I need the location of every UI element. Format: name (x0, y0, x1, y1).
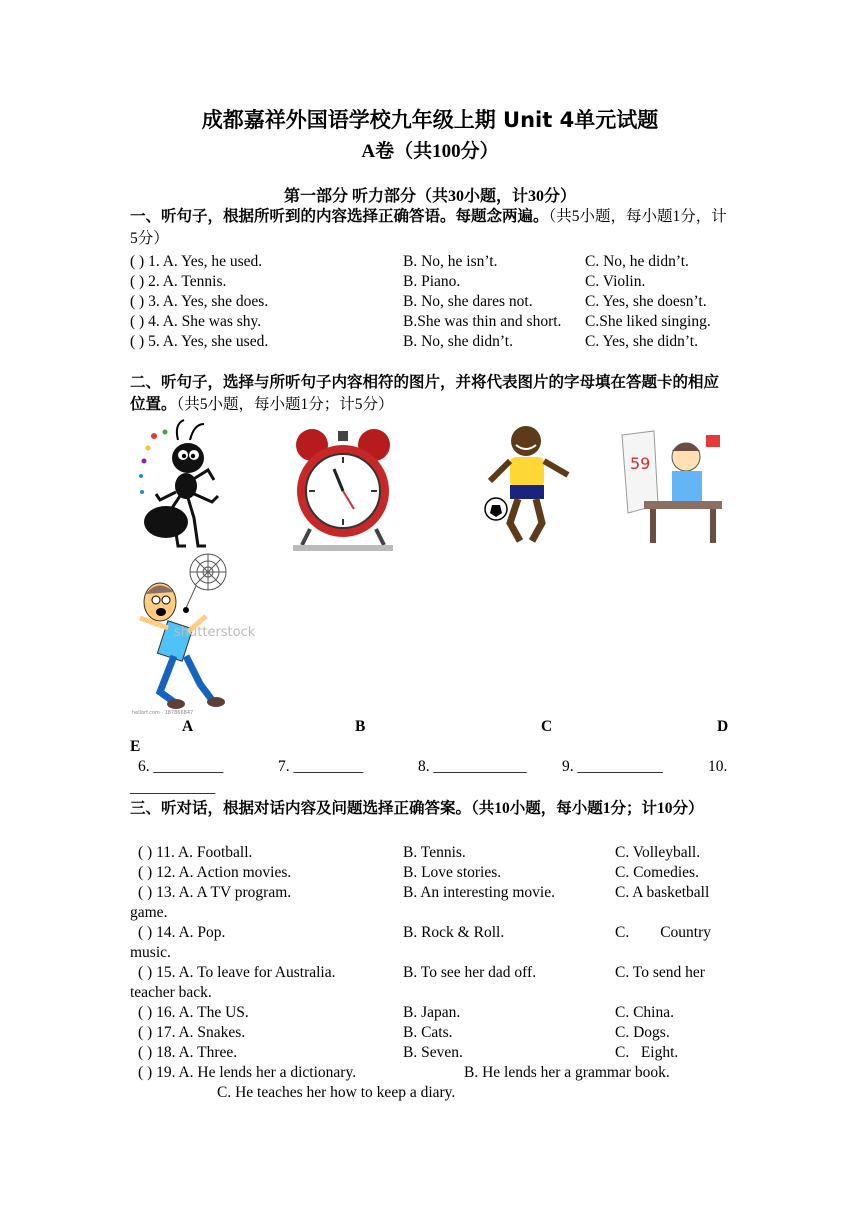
question-stem: ( ) 4. A. She was shy. (130, 313, 262, 330)
option-c: C. Country (615, 924, 712, 941)
question-stem: ( ) 14. A. Pop. (138, 924, 226, 941)
section1-note: （共5小题，每小题1分，计5分） (130, 208, 727, 247)
option-b: B. Japan. (403, 1004, 461, 1021)
alarm-clock-picture (290, 425, 396, 553)
question-row (130, 292, 730, 312)
option-b: B. An interesting movie. (403, 884, 555, 901)
scared-man-spider-picture (130, 552, 256, 717)
option-c-continued: music. (130, 944, 171, 961)
question-row (130, 312, 730, 332)
exam-subtitle: A卷（共100分） (361, 141, 499, 162)
letter-a: A (182, 718, 194, 735)
question-row (130, 843, 730, 863)
section2-instruction (130, 372, 730, 416)
soccer-player-picture (480, 423, 575, 548)
answer-blanks (130, 758, 730, 778)
option-c: C. Yes, she doesn’t. (585, 293, 707, 310)
blank-8: 8. ____________ (418, 758, 527, 775)
option-c-continued: teacher back. (130, 984, 212, 1001)
option-b: B. He lends her a grammar book. (464, 1064, 670, 1081)
option-c: C. Violin. (585, 273, 646, 290)
section3-instruction (130, 798, 730, 820)
option-b: B. No, he isn’t. (403, 253, 498, 270)
question-stem: ( ) 19. A. He lends her a dictionary. (138, 1064, 357, 1081)
section2-heading: 二、听句子，选择与所听句子内容相符的图片，并将代表图片的字母填在答题卡的相应位置。 (130, 374, 720, 413)
question-row (130, 252, 730, 272)
option-c: C. Dogs. (615, 1024, 670, 1041)
option-b: B. To see her dad off. (403, 964, 537, 981)
blank-6: 6. _________ (138, 758, 224, 775)
option-c: C. China. (615, 1004, 674, 1021)
blank-10: 10. (708, 758, 728, 775)
question-stem: ( ) 1. A. Yes, he used. (130, 253, 263, 270)
option-b: B. Piano. (403, 273, 461, 290)
question-row (130, 1003, 730, 1023)
letter-b: B (355, 718, 366, 735)
option-b: B. Cats. (403, 1024, 453, 1041)
exam-title: 成都嘉祥外国语学校九年级上期 Unit 4单元试题 (201, 108, 659, 132)
image-credit: hellorf.com · 187866847 (132, 710, 194, 716)
letter-e: E (130, 738, 141, 755)
section1-heading: 一、听句子，根据所听到的内容选择正确答语。每题念两遍。 (130, 208, 549, 225)
option-c: C. No, he didn’t. (585, 253, 689, 270)
option-b: B. Seven. (403, 1044, 463, 1061)
option-b: B. No, she dares not. (403, 293, 533, 310)
option-c: C. Comedies. (615, 864, 699, 881)
question-stem: ( ) 3. A. Yes, she does. (130, 293, 269, 310)
question-row (130, 963, 730, 983)
option-b: B. Love stories. (403, 864, 502, 881)
section1-instruction (130, 206, 730, 250)
exam-score-mark: 59 (630, 454, 651, 473)
blank-10-line: ___________ (130, 779, 216, 796)
option-c: C. A basketball (615, 884, 710, 901)
question-stem: ( ) 5. A. Yes, she used. (130, 333, 269, 350)
picture-letters (130, 718, 730, 738)
option-b: B. Rock & Roll. (403, 924, 505, 941)
option-c-line: C. He teaches her how to keep a diary. (217, 1084, 456, 1101)
option-b: B. Tennis. (403, 844, 466, 861)
question-stem: ( ) 12. A. Action movies. (138, 864, 292, 881)
option-c: C. Eight. (615, 1044, 679, 1061)
question-row (130, 272, 730, 292)
question-row (130, 883, 730, 903)
option-c: C.She liked singing. (585, 313, 711, 330)
question-stem: ( ) 15. A. To leave for Australia. (138, 964, 336, 981)
question-row (130, 332, 730, 352)
letter-c: C (541, 718, 553, 735)
part-one-title: 第一部分 听力部分（共30小题，计30分） (283, 188, 576, 205)
student-exam-picture (614, 425, 730, 551)
question-stem: ( ) 18. A. Three. (138, 1044, 238, 1061)
question-row (130, 923, 730, 943)
letter-d: D (717, 718, 729, 735)
option-c: C. To send her (615, 964, 705, 981)
question-row (130, 1023, 730, 1043)
blank-7: 7. _________ (278, 758, 364, 775)
blank-9: 9. ___________ (562, 758, 663, 775)
option-c: C. Yes, she didn’t. (585, 333, 698, 350)
section2-note: （共5小题，每小题1分；计5分） (176, 396, 394, 413)
section3-heading: 三、听对话，根据对话内容及问题选择正确答案。（共10小题，每小题1分；计10分） (130, 800, 704, 817)
option-b: B. No, she didn’t. (403, 333, 513, 350)
option-c: C. Volleyball. (615, 844, 701, 861)
question-stem: ( ) 17. A. Snakes. (138, 1024, 246, 1041)
question-stem: ( ) 2. A. Tennis. (130, 273, 227, 290)
ant-picture (132, 418, 227, 550)
question-stem: ( ) 11. A. Football. (138, 844, 253, 861)
option-b: B.She was thin and short. (403, 313, 562, 330)
watermark-text: shutterstock (174, 625, 256, 640)
question-row (130, 1043, 730, 1063)
question-stem: ( ) 16. A. The US. (138, 1004, 249, 1021)
question-row (130, 1063, 730, 1083)
option-c-continued: game. (130, 904, 168, 921)
question-stem: ( ) 13. A. A TV program. (138, 884, 292, 901)
question-row (130, 863, 730, 883)
